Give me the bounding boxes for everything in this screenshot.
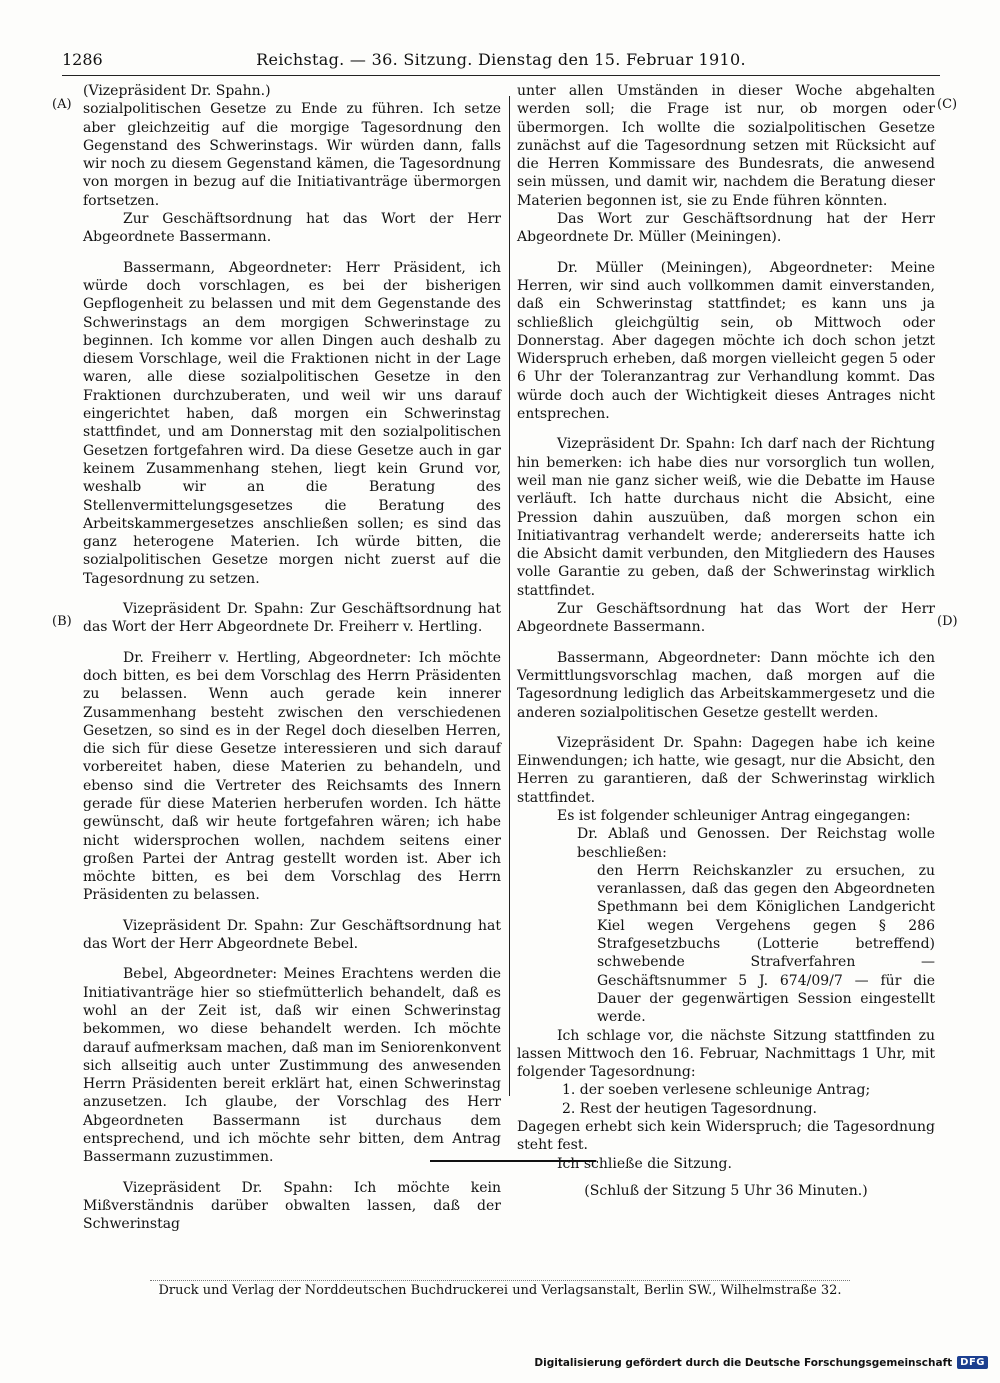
dfg-logo: DFG [957, 1356, 988, 1369]
paragraph: Ich schlage vor, die nächste Sitzung stattfinden zu lassen Mittwoch den 16. Februar, Nachmittags 1 Uhr, mit folgender Tagesordnung: [517, 1027, 935, 1081]
left-column [83, 82, 501, 1234]
paragraph: Zur Geschäftsordnung hat das Wort der Herr Abgeordnete Bassermann. [517, 601, 935, 636]
agenda-item: 2. Rest der heutigen Tagesordnung. [562, 1100, 817, 1117]
closing-rule [430, 1160, 596, 1162]
speaker-continuation: (Vizepräsident Dr. Spahn.) [83, 83, 271, 99]
margin-mark-d: (D) [937, 614, 958, 629]
paragraph: sozialpolitischen Gesetze zu Ende zu führen. Ich setze aber gleichzeitig auf die morgige Tagesordnung den Gegenstand des Schwerinstags. Wir würden dann, falls wir noch zu diesem Gegenstand kämen, die Tagesordnung von morgen in bezug auf die Initiativanträge übermorgen fortsetzen. [83, 101, 501, 209]
paragraph: Ich schließe die Sitzung. [557, 1155, 732, 1172]
speech-mueller: Dr. Müller (Meiningen), Abgeordneter: Meine Herren, wir sind auch vollkommen damit einverstanden, daß ein Schwerinstag stattfindet; es kann uns ja schließlich gleichgültig sein, ob Mittwoch oder Donnerstag. Aber dagegen möchte ich doch schon jetzt Widerspruch erheben, daß morgen vielleicht gegen 5 oder 6 Uhr der Toleranzantrag zur Verhandlung kommt. Das würde doch auch der Wichtigkeit dieses Antrages nicht entsprechen. [517, 259, 935, 423]
digitization-credit [534, 1356, 988, 1369]
agenda-item: 1. der soeben verlesene schleunige Antrag; [562, 1082, 871, 1099]
column-divider [509, 96, 510, 1096]
session-end-note: (Schluß der Sitzung 5 Uhr 36 Minuten.) [584, 1182, 868, 1199]
speech-spahn: Vizepräsident Dr. Spahn: Ich möchte kein Mißverständnis darüber obwalten lassen, daß der Schwerinstag [83, 1179, 501, 1233]
page-number: 1286 [62, 50, 103, 69]
margin-mark-b: (B) [52, 614, 72, 629]
digitization-note: Digitalisierung gefördert durch die Deutsche Forschungsgemeinschaft [534, 1356, 953, 1369]
paragraph: Das Wort zur Geschäftsordnung hat der Herr Abgeordnete Dr. Müller (Meiningen). [517, 211, 935, 246]
speech-hertling: Dr. Freiherr v. Hertling, Abgeordneter: Ich möchte doch bitten, es bei dem Vorschlag des Herrn Präsidenten zu belassen. Wenn auch gerade kein innerer Zusammenhang besteht zwischen den verschiedenen Gesetzen, so sind es in der Regel doch dieselben Herren, die sich für diese Gesetze interessieren und sich darauf vorbereitet haben, diese Materien zu behandeln, und ebenso sind die Vertreter des Reichsamts des Innern gerade für diese Materien herberufen worden. Ich hätte gewünscht, daß wir heute fortgefahren wären; ich habe nicht widersprochen wollen, nachdem seitens einer großen Partei der Antrag gestellt worden ist. Aber ich möchte bitten, es bei dem Vorschlag des Herrn Präsidenten zu belassen. [83, 649, 501, 904]
footer-rule [150, 1280, 850, 1281]
running-title: Reichstag. — 36. Sitzung. Dienstag den 15. Februar 1910. [256, 50, 746, 69]
speech-bassermann: Bassermann, Abgeordneter: Herr Präsident, ich würde doch vorschlagen, es bei der bisherigen Gepflogenheit zu belassen und mit dem Gegenstande des Schwerinstags an dem morgigen Schwerinstage zu beginnen. Ich komme vor allen Dingen auch deshalb zu diesem Vorschlage, weil die Fraktionen nicht in der Lage waren, alle diese sozialpolitischen Gesetze in den Fraktionen durchzuberaten, und weil wir uns darauf eingerichtet haben, daß morgen ein Schwerinstag stattfindet, und am Donnerstag mit den sozialpolitischen Gesetzen fortgefahren wird. Da diese Gesetze auch in gar keinem Zusammenhang stehen, liegt kein Grund vor, weshalb wir an die Beratung des Stellenvermittelungsgesetzes die Beratung des Arbeitskammergesetzes anschließen sollen; es sind das ganz heterogene Materien. Ich würde bitten, die sozialpolitischen Gesetze morgen nicht zuerst auf die Tagesordnung zu setzen. [83, 259, 501, 587]
paragraph: Zur Geschäftsordnung hat das Wort der Herr Abgeordnete Bassermann. [83, 211, 501, 246]
speech-spahn: Vizepräsident Dr. Spahn: Ich darf nach der Richtung hin bemerken: ich habe dies nur vorsorglich tun wollen, weil man nie ganz sicher weiß, wie die Debatte im Hause verläuft. Ich hatte durchaus nicht die Absicht, eine Pression dahin auszuüben, daß morgen schon ein Initiativantrag verhandelt werde; andererseits hatte ich die Absicht damit verbunden, den Mitgliedern des Hauses volle Garantie zu geben, daß der Schwerinstag wirklich stattfindet. [517, 436, 935, 599]
margin-mark-a: (A) [52, 97, 72, 112]
speech-bebel: Bebel, Abgeordneter: Meines Erachtens werden die Initiativanträge hier so stiefmütterlich behandelt, daß es wohl an der Zeit ist, daß wir einen Schwerinstag bekommen, wo diese behandelt werden. Ich möchte darauf aufmerksam machen, daß man im Seniorenkonvent sich allseitig auch unter Zustimmung des anwesenden Herrn Präsidenten bereit erklärt hat, einen Schwerinstag anzusetzen. Ich glaube, der Vorschlag des Herr Abgeordneten Bassermann ist durchaus dem entsprechend, und ich möchte sehr bitten, dem Antrag Bassermann zuzustimmen. [83, 966, 501, 1166]
header-rule [62, 75, 940, 76]
motion-text: den Herrn Reichskanzler zu ersuchen, zu veranlassen, daß das gegen den Abgeordneten Spethmann bei dem Königlichen Landgericht Kiel wegen Vergehens gegen § 286 Strafgesetzbuchs (Lotterie betreffend) schwebende Strafverfahren — Geschäftsnummer 5 J. 674/09/7 — für die Dauer der gegenwärtigen Session eingestellt werde. [597, 862, 935, 1026]
right-column [517, 82, 935, 1200]
speech-spahn: Vizepräsident Dr. Spahn: Dagegen habe ich keine Einwendungen; ich hatte, wie gesagt, nur die Absicht, den Herren zu garantieren, daß der Schwerinstag wirklich stattfindet. [517, 734, 935, 806]
page-header [62, 50, 940, 76]
paragraph: Dagegen erhebt sich kein Widerspruch; die Tagesordnung steht fest. [517, 1119, 935, 1154]
margin-mark-c: (C) [937, 97, 958, 112]
speech-bassermann: Bassermann, Abgeordneter: Dann möchte ich den Vermittlungsvorschlag machen, daß morgen auf die Tagesordnung lediglich das Arbeitskammergesetz und die anderen sozialpolitischen Gesetze gestellt werden. [517, 649, 935, 721]
paragraph: Es ist folgender schleuniger Antrag eingegangen: [557, 807, 911, 824]
speech-spahn: Vizepräsident Dr. Spahn: Zur Geschäftsordnung hat das Wort der Herr Abgeordnete Dr. Freiherr v. Hertling. [83, 601, 501, 636]
imprint-footer: Druck und Verlag der Norddeutschen Buchdruckerei und Verlagsanstalt, Berlin SW., Wilhelmstraße 32. [158, 1283, 842, 1298]
speech-spahn: Vizepräsident Dr. Spahn: Zur Geschäftsordnung hat das Wort der Herr Abgeordnete Bebel. [83, 917, 501, 953]
motion-heading: Dr. Ablaß und Genossen. Der Reichstag wolle beschließen: [577, 826, 935, 861]
paragraph: unter allen Umständen in dieser Woche abgehalten werden soll; die Frage ist nur, ob morgen oder übermorgen. Ich wollte die sozialpolitischen Gesetze zunächst auf die Tagesordnung setzen mit Rücksicht auf die Herren Kommissare des Bundesrats, die anwesend sein müssen, und damit wir, nachdem die Beratung dieser Materien begonnen ist, sie zu Ende führen könnten. [517, 83, 935, 209]
